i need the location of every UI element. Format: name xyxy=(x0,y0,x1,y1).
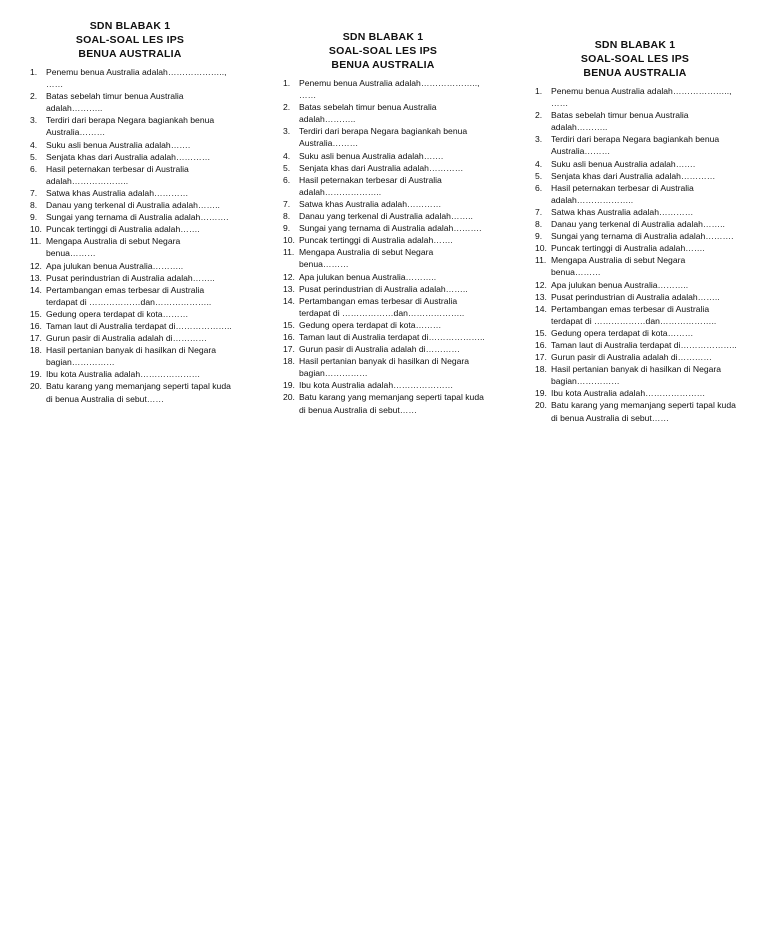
question-item xyxy=(535,351,765,363)
question-number: 15. xyxy=(283,319,295,330)
question-text: Puncak tertinggi di Australia adalah……. xyxy=(46,224,200,235)
worksheet-header xyxy=(283,30,483,72)
question-number: 13. xyxy=(535,291,547,302)
question-number: 9. xyxy=(283,223,291,234)
question-number: 13. xyxy=(30,272,42,283)
question-number: 20. xyxy=(30,381,42,392)
worksheet-copy-3 xyxy=(535,38,765,424)
question-item xyxy=(283,174,513,198)
question-number: 18. xyxy=(535,364,547,375)
question-item xyxy=(535,327,765,339)
question-item xyxy=(283,125,513,149)
question-number: 14. xyxy=(283,295,295,306)
question-number: 5. xyxy=(30,151,38,162)
question-text: Puncak tertinggi di Australia adalah……. xyxy=(299,235,453,246)
question-number: 7. xyxy=(283,198,291,209)
question-number: 11. xyxy=(535,255,547,266)
question-text: Batas sebelah timur benua Australia adalah……….. xyxy=(46,91,184,114)
question-text: Gedung opera terdapat di kota……… xyxy=(46,308,189,319)
question-text: Hasil peternakan terbesar di Australia adalah……………….. xyxy=(299,174,442,197)
question-text: Batu karang yang memanjang seperti tapal kuda di benua Australia di sebut…… xyxy=(46,381,231,404)
question-item xyxy=(30,199,260,211)
question-item xyxy=(535,303,765,327)
question-item xyxy=(283,222,513,234)
question-text: Hasil pertanian banyak di hasilkan di Negara bagian…………… xyxy=(551,364,722,387)
question-number: 8. xyxy=(30,200,38,211)
worksheet-subject: SOAL-SOAL LES IPS xyxy=(75,34,185,46)
question-item xyxy=(535,387,765,399)
question-number: 16. xyxy=(30,320,42,331)
question-number: 11. xyxy=(30,236,42,247)
question-text: Batas sebelah timur benua Australia adalah……….. xyxy=(551,110,689,133)
question-text: Danau yang terkenal di Australia adalah…….. xyxy=(299,211,473,222)
question-text: Batu karang yang memanjang seperti tapal kuda di benua Australia di sebut…… xyxy=(299,392,484,415)
question-item xyxy=(30,368,260,380)
question-number: 4. xyxy=(30,139,38,150)
question-item xyxy=(30,66,260,90)
question-item xyxy=(535,182,765,206)
question-text: Hasil peternakan terbesar di Australia adalah……………….. xyxy=(46,163,189,186)
question-number: 5. xyxy=(283,162,291,173)
school-name: SDN BLABAK 1 xyxy=(342,31,424,43)
question-text: Satwa khas Australia adalah………… xyxy=(299,198,442,209)
question-text: Hasil pertanian banyak di hasilkan di Negara bagian…………… xyxy=(299,356,470,379)
question-text: Terdiri dari berapa Negara bagiankah benua Australia……… xyxy=(299,126,468,149)
question-text: Danau yang terkenal di Australia adalah…….. xyxy=(551,219,725,230)
question-number: 3. xyxy=(535,134,543,145)
question-item xyxy=(283,283,513,295)
question-number: 13. xyxy=(283,283,295,294)
question-text: Pertambangan emas terbesar di Australia terdapat di ………………dan……………….. xyxy=(46,284,212,307)
worksheet-subject: SOAL-SOAL LES IPS xyxy=(580,53,690,65)
question-number: 9. xyxy=(535,231,543,242)
question-item xyxy=(283,234,513,246)
question-number: 2. xyxy=(30,91,38,102)
question-text: Pertambangan emas terbesar di Australia terdapat di ………………dan……………….. xyxy=(551,303,717,326)
question-text: Apa julukan benua Australia……….. xyxy=(299,271,437,282)
question-number: 12. xyxy=(30,260,42,271)
question-item xyxy=(535,158,765,170)
question-text: Hasil pertanian banyak di hasilkan di Negara bagian…………… xyxy=(46,345,217,368)
question-text: Gurun pasir di Australia adalah di………… xyxy=(551,352,712,363)
question-number: 15. xyxy=(30,308,42,319)
question-item xyxy=(283,198,513,210)
question-text: Taman laut di Australia terdapat di……………….. xyxy=(46,320,232,331)
question-text: Penemu benua Australia adalah……………….., …… xyxy=(551,86,732,109)
question-text: Ibu kota Australia adalah………………… xyxy=(551,388,706,399)
question-number: 8. xyxy=(535,219,543,230)
question-text: Mengapa Australia di sebut Negara benua……… xyxy=(551,255,686,278)
question-number: 19. xyxy=(283,380,295,391)
question-item xyxy=(30,211,260,223)
question-text: Penemu benua Australia adalah……………….., …… xyxy=(299,78,480,101)
question-text: Ibu kota Australia adalah………………… xyxy=(46,369,201,380)
question-number: 18. xyxy=(30,345,42,356)
question-item xyxy=(283,162,513,174)
question-item xyxy=(535,363,765,387)
question-item xyxy=(535,109,765,133)
question-list xyxy=(30,66,260,405)
worksheet-copy-1 xyxy=(30,19,260,405)
question-number: 16. xyxy=(535,339,547,350)
question-text: Suku asli benua Australia adalah……. xyxy=(551,158,696,169)
question-text: Satwa khas Australia adalah………… xyxy=(46,187,189,198)
question-item xyxy=(535,85,765,109)
question-number: 1. xyxy=(283,78,291,88)
question-number: 12. xyxy=(535,279,547,290)
question-item xyxy=(30,272,260,284)
question-text: Suku asli benua Australia adalah……. xyxy=(299,150,444,161)
question-item xyxy=(30,235,260,259)
question-number: 17. xyxy=(535,352,547,363)
question-number: 17. xyxy=(30,333,42,344)
question-number: 10. xyxy=(30,224,42,235)
question-number: 17. xyxy=(283,344,295,355)
question-number: 7. xyxy=(535,206,543,217)
question-item xyxy=(283,391,513,415)
question-text: Apa julukan benua Australia……….. xyxy=(551,279,689,290)
question-item xyxy=(30,284,260,308)
question-item xyxy=(535,399,765,423)
question-item xyxy=(30,151,260,163)
question-item xyxy=(283,295,513,319)
question-item xyxy=(283,343,513,355)
worksheet-subject: SOAL-SOAL LES IPS xyxy=(328,45,438,57)
question-text: Pusat perindustrian di Australia adalah…….. xyxy=(46,272,215,283)
question-number: 2. xyxy=(535,110,543,121)
worksheet-topic: BENUA AUSTRALIA xyxy=(78,48,182,60)
question-list xyxy=(535,85,765,424)
worksheet-copy-2 xyxy=(283,30,513,416)
question-text: Mengapa Australia di sebut Negara benua……… xyxy=(299,247,434,270)
question-number: 16. xyxy=(283,331,295,342)
question-text: Sungai yang ternama di Australia adalah………. xyxy=(299,223,482,234)
question-number: 6. xyxy=(30,163,38,174)
question-text: Gurun pasir di Australia adalah di………… xyxy=(46,333,207,344)
question-number: 10. xyxy=(283,235,295,246)
question-item xyxy=(283,271,513,283)
question-item xyxy=(30,320,260,332)
question-item xyxy=(283,319,513,331)
question-number: 20. xyxy=(283,392,295,403)
question-number: 4. xyxy=(535,158,543,169)
question-text: Danau yang terkenal di Australia adalah…….. xyxy=(46,200,220,211)
question-text: Satwa khas Australia adalah………… xyxy=(551,206,694,217)
question-text: Taman laut di Australia terdapat di……………….. xyxy=(551,339,737,350)
question-item xyxy=(283,246,513,270)
question-number: 10. xyxy=(535,243,547,254)
question-text: Pusat perindustrian di Australia adalah…….. xyxy=(551,291,720,302)
question-text: Mengapa Australia di sebut Negara benua……… xyxy=(46,236,181,259)
worksheet-topic: BENUA AUSTRALIA xyxy=(331,59,435,71)
school-name: SDN BLABAK 1 xyxy=(594,39,676,51)
question-text: Hasil peternakan terbesar di Australia adalah……………….. xyxy=(551,182,694,205)
question-item xyxy=(30,260,260,272)
question-number: 18. xyxy=(283,356,295,367)
question-item xyxy=(30,332,260,344)
question-item xyxy=(535,218,765,230)
question-item xyxy=(30,380,260,404)
question-text: Sungai yang ternama di Australia adalah………. xyxy=(551,231,734,242)
question-number: 14. xyxy=(30,284,42,295)
worksheet-topic: BENUA AUSTRALIA xyxy=(583,67,687,79)
question-text: Terdiri dari berapa Negara bagiankah benua Australia……… xyxy=(46,115,215,138)
question-number: 6. xyxy=(535,182,543,193)
question-item xyxy=(535,279,765,291)
question-item xyxy=(30,163,260,187)
question-item xyxy=(535,242,765,254)
question-item xyxy=(30,223,260,235)
question-number: 11. xyxy=(283,247,295,258)
question-item xyxy=(30,139,260,151)
question-number: 4. xyxy=(283,150,291,161)
question-text: Suku asli benua Australia adalah……. xyxy=(46,139,191,150)
question-number: 12. xyxy=(283,271,295,282)
question-item xyxy=(283,210,513,222)
question-item xyxy=(30,308,260,320)
question-item xyxy=(535,291,765,303)
question-number: 1. xyxy=(535,86,543,96)
question-text: Gedung opera terdapat di kota……… xyxy=(299,319,442,330)
question-text: Senjata khas dari Australia adalah………… xyxy=(551,170,716,181)
question-number: 5. xyxy=(535,170,543,181)
question-item xyxy=(283,150,513,162)
question-text: Penemu benua Australia adalah……………….., …… xyxy=(46,67,227,90)
question-text: Puncak tertinggi di Australia adalah……. xyxy=(551,243,705,254)
question-number: 3. xyxy=(30,115,38,126)
question-text: Pertambangan emas terbesar di Australia terdapat di ………………dan……………….. xyxy=(299,295,465,318)
question-number: 3. xyxy=(283,126,291,137)
worksheet-header xyxy=(535,38,735,80)
question-text: Gedung opera terdapat di kota……… xyxy=(551,327,694,338)
question-number: 2. xyxy=(283,102,291,113)
question-text: Gurun pasir di Australia adalah di………… xyxy=(299,344,460,355)
question-item xyxy=(535,254,765,278)
question-item xyxy=(535,170,765,182)
question-item xyxy=(535,230,765,242)
question-text: Terdiri dari berapa Negara bagiankah benua Australia……… xyxy=(551,134,720,157)
question-text: Ibu kota Australia adalah………………… xyxy=(299,380,454,391)
question-text: Senjata khas dari Australia adalah………… xyxy=(299,162,464,173)
question-item xyxy=(30,187,260,199)
question-item xyxy=(283,331,513,343)
question-number: 14. xyxy=(535,303,547,314)
question-number: 15. xyxy=(535,327,547,338)
question-text: Batu karang yang memanjang seperti tapal kuda di benua Australia di sebut…… xyxy=(551,400,736,423)
question-number: 19. xyxy=(535,388,547,399)
question-number: 6. xyxy=(283,174,291,185)
question-item xyxy=(30,344,260,368)
question-list xyxy=(283,77,513,416)
question-item xyxy=(283,77,513,101)
question-number: 9. xyxy=(30,212,38,223)
question-item xyxy=(535,133,765,157)
question-item xyxy=(283,355,513,379)
question-item xyxy=(535,206,765,218)
question-item xyxy=(283,101,513,125)
question-text: Batas sebelah timur benua Australia adalah……….. xyxy=(299,102,437,125)
question-text: Sungai yang ternama di Australia adalah………. xyxy=(46,212,229,223)
question-item xyxy=(30,90,260,114)
question-text: Pusat perindustrian di Australia adalah…….. xyxy=(299,283,468,294)
question-number: 7. xyxy=(30,187,38,198)
question-item xyxy=(283,379,513,391)
question-text: Taman laut di Australia terdapat di……………….. xyxy=(299,331,485,342)
question-number: 20. xyxy=(535,400,547,411)
question-item xyxy=(30,114,260,138)
question-text: Senjata khas dari Australia adalah………… xyxy=(46,151,211,162)
school-name: SDN BLABAK 1 xyxy=(89,20,171,32)
question-item xyxy=(535,339,765,351)
question-number: 8. xyxy=(283,211,291,222)
question-number: 19. xyxy=(30,369,42,380)
question-text: Apa julukan benua Australia……….. xyxy=(46,260,184,271)
question-number: 1. xyxy=(30,67,38,77)
worksheet-header xyxy=(30,19,230,61)
